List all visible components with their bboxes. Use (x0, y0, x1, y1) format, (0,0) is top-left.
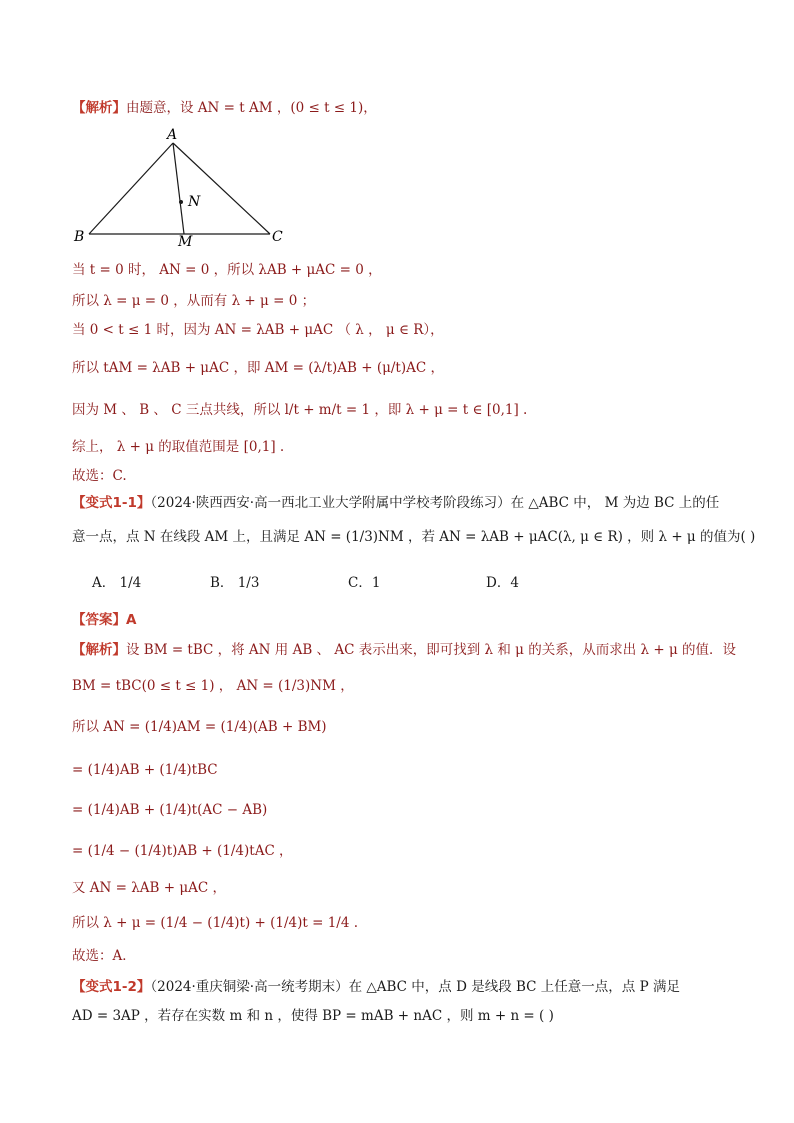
answer-value: A (126, 612, 137, 628)
variant1-text-a: （2024·陕西西安·高一西北工业大学附属中学校考阶段练习）在 △ABC 中， M 为边 BC 上的任 (150, 495, 720, 511)
solution2-line6: = (1/4 − (1/4)t)AB + (1/4)tAC ， (72, 843, 293, 859)
variant2-tag: 【变式1-2】 (72, 979, 151, 995)
label-a: A (167, 127, 178, 143)
solution2-line5: = (1/4)AB + (1/4)t(AC − AB) (72, 802, 268, 818)
solution2-choice: 故选：A． (72, 948, 136, 964)
case-t0-result: 所以 λ = μ = 0 ，从而有 λ + μ = 0 ； (72, 293, 316, 309)
variant1-header (72, 493, 719, 513)
point-n (179, 200, 183, 204)
collinear-line: 因为 M 、 B 、 C 三点共线，所以 l/t + m/t = 1 ，即 λ + μ = t ∈ [0,1] . (72, 402, 528, 418)
summary-line: 综上， λ + μ 的取值范围是 [0,1] . (72, 439, 285, 455)
label-c: C (272, 229, 283, 245)
solution2-text1: 设 BM = tBC ，将 AN 用 AB 、 AC 表示出来，即可找到 λ 和 μ 的关系，从而求出 λ + μ 的值．设 (126, 642, 737, 658)
option-a: A． 1/4 (92, 575, 142, 591)
solution2-line4: = (1/4)AB + (1/4)tBC (72, 762, 218, 778)
intro-text: 由题意，设 AN = t AM ，(0 ≤ t ≤ 1)， (126, 100, 377, 116)
side-ab (89, 143, 173, 234)
solution2-line3: 所以 AN = (1/4)AM = (1/4)(AB + BM) (72, 719, 327, 735)
case-t0: 当 t = 0 时， AN = 0 ，所以 λAB + μAC = 0 ， (72, 262, 382, 278)
segment-am (173, 143, 184, 234)
solution2-line7: 又 AN = λAB + μAC ， (72, 880, 227, 896)
solution1-intro (72, 98, 377, 118)
side-ac (173, 143, 270, 234)
answer-tag: 【答案】 (72, 612, 126, 628)
case-t-positive: 当 0 < t ≤ 1 时，因为 AN = λAB + μAC （ λ ， μ ∈ R）， (72, 322, 444, 338)
option-d: D．4 (486, 575, 519, 591)
answer-line (72, 610, 136, 630)
solution2-line2: BM = tBC(0 ≤ t ≤ 1) ， AN = (1/3)NM ， (72, 678, 354, 694)
solution2-line8: 所以 λ + μ = (1/4 − (1/4)t) + (1/4)t = 1/4 . (72, 915, 359, 931)
case-t-divide: 所以 tAM = λAB + μAC ，即 AM = (λ/t)AB + (μ/t)AC ， (72, 360, 444, 376)
variant2-header (72, 977, 680, 997)
choice-line: 故选：C. (72, 468, 127, 484)
variant2-text-b: AD = 3AP ，若存在实数 m 和 n ，使得 BP = mAB + nAC ，则 m + n = ( ) (72, 1008, 554, 1024)
variant2-text-a: （2024·重庆铜梁·高一统考期末）在 △ABC 中，点 D 是线段 BC 上任意一点，点 P 满足 (150, 979, 680, 995)
variant1-text-b: 意一点，点 N 在线段 AM 上，且满足 AN = (1/3)NM ，若 AN = λAB + μAC(λ, μ ∈ R) ，则 λ + μ 的值为( ) (72, 529, 756, 545)
analysis2-tag: 【解析】 (72, 642, 126, 658)
variant1-tag: 【变式1-1】 (72, 495, 151, 511)
option-c: C．1 (348, 575, 381, 591)
label-b: B (74, 229, 85, 245)
triangle-figure (72, 126, 312, 246)
label-m: M (178, 234, 193, 246)
solution2-line1 (72, 640, 736, 660)
analysis-tag: 【解析】 (72, 100, 126, 116)
label-n: N (188, 194, 201, 210)
option-b: B． 1/3 (210, 575, 260, 591)
